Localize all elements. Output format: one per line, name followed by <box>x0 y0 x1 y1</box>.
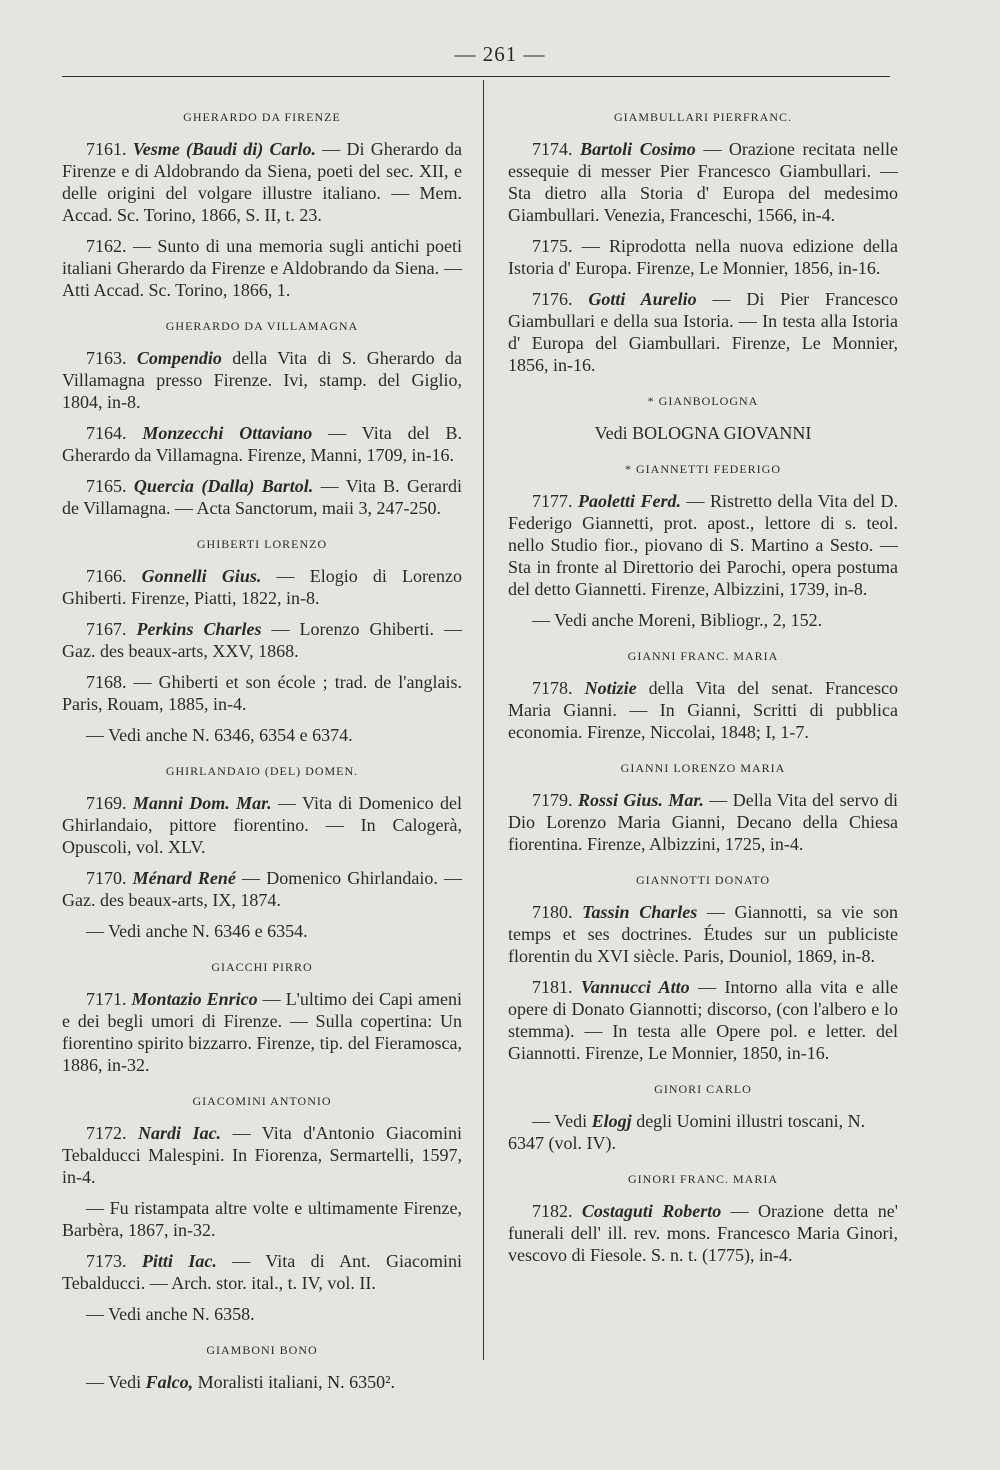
entry-number: 7167. <box>86 619 137 639</box>
see-also-reference: — Vedi anche N. 6346 e 6354. <box>86 921 308 941</box>
entry-author: Nardi Iac. <box>138 1123 222 1143</box>
bibliography-entry <box>62 1250 462 1294</box>
entry-author: Gotti Aurelio <box>588 289 697 309</box>
bibliography-entry <box>508 1200 898 1266</box>
section-heading: GIAMBONI BONO <box>206 1343 318 1357</box>
entry-text: — Vita d'Antonio Giacomini Tebalducci Malespini. In Fiorenza, Sermartelli, 1597, in-4. <box>62 1123 462 1187</box>
section-heading: * GIANBOLOGNA <box>647 394 759 408</box>
entry-text: — Vita B. Gerardi de Villamagna. — Acta Sanctorum, maii 3, 247-250. <box>62 476 463 518</box>
see-also-reference <box>508 1110 898 1154</box>
entry-author: Monzecchi Ottaviano <box>142 423 313 443</box>
bibliography-entry <box>508 901 898 967</box>
see-suffix: degli Uomini illustri toscani, N. 6347 (vol. IV). <box>508 1111 866 1153</box>
section-heading: GINORI CARLO <box>654 1082 752 1096</box>
left-column <box>62 96 462 1407</box>
entry-text: — Intorno alla vita e alle opere di Donato Giannotti; discorso, (con l'albero e lo stemma). — In testa alle Opere pol. e letter. del Giannotti. Firenze, Le Monnier, 1850, in-16. <box>508 977 898 1063</box>
entry-number: 7179. <box>532 790 578 810</box>
entry-author: Vannucci Atto <box>580 977 690 997</box>
section-heading: GIANNOTTI DONATO <box>635 873 771 887</box>
entry-number: 7177. <box>532 491 578 511</box>
see-author: Falco, <box>145 1372 194 1392</box>
entry-number: 7170. <box>86 868 133 888</box>
entry-text: — Lorenzo Ghiberti. — Gaz. des beaux-arts, XXV, 1868. <box>62 619 463 661</box>
section-heading: GIACCHI PIRRO <box>211 960 313 974</box>
entry-text: — Della Vita del servo di Dio Lorenzo Maria Gianni, Decano della Chiesa fiorentina. Firenze, Albizzini, 1725, in-4. <box>508 790 898 854</box>
section-heading: GHERARDO DA FIRENZE <box>183 110 341 124</box>
entry-author: Ménard René <box>132 868 236 888</box>
right-column <box>508 96 898 1275</box>
section-heading: * GIANNETTI FEDERIGO <box>625 462 781 476</box>
entry-author: Rossi Gius. Mar. <box>577 790 704 810</box>
entry-text: — Vita del B. Gherardo da Villamagna. Firenze, Manni, 1709, in-16. <box>62 423 462 465</box>
section-heading: GHIRLANDAIO (DEL) DOMEN. <box>165 764 359 778</box>
entry-author: Pitti Iac. <box>141 1251 217 1271</box>
entry-text: — Orazione detta ne' funerali dell' ill. rev. mons. Francesco Maria Ginori, vescovo di Fiesole. S. n. t. (1775), in-4. <box>508 1201 898 1265</box>
see-prefix: — Vedi <box>532 1111 592 1131</box>
bibliography-entry <box>62 988 462 1076</box>
entry-author: Montazio Enrico <box>131 989 258 1009</box>
entry-number: 7171. <box>86 989 132 1009</box>
entry-text: — Domenico Ghirlandaio. — Gaz. des beaux-arts, IX, 1874. <box>62 868 462 910</box>
section-heading: GHIBERTI LORENZO <box>196 537 328 551</box>
entry-text: — Giannotti, sa vie son temps et ses doctrines. Études sur un publiciste florentin du XVI siècle. Paris, Douniol, 1869, in-8. <box>508 902 899 966</box>
entry-text: — Elogio di Lorenzo Ghiberti. Firenze, Piatti, 1822, in-8. <box>62 566 463 608</box>
entry-number: 7163. <box>86 348 137 368</box>
bibliography-entry <box>508 235 898 279</box>
bibliography-entry <box>62 422 462 466</box>
entry-number: 7162. <box>86 236 133 256</box>
entry-number: 7169. <box>86 793 133 813</box>
entry-number: 7168. <box>86 672 134 692</box>
entry-text: — Ghiberti et son école ; trad. de l'anglais. Paris, Rouam, 1885, in-4. <box>62 672 463 714</box>
see-suffix: Moralisti italiani, N. 6350². <box>193 1372 396 1392</box>
see-prefix: — Vedi <box>86 1372 146 1392</box>
see-also-reference: — Vedi anche N. 6358. <box>86 1304 255 1324</box>
bibliography-entry <box>62 671 462 715</box>
entry-text: — Vita di Ant. Giacomini Tebalducci. — Arch. stor. ital., t. IV, vol. II. <box>62 1251 463 1293</box>
entry-number: 7176. <box>532 289 589 309</box>
entry-author: Quercia (Dalla) Bartol. <box>133 476 314 496</box>
column-divider <box>483 80 484 1360</box>
page-number: — 261 — <box>454 42 546 66</box>
section-heading: GIANNI FRANC. MARIA <box>627 649 779 663</box>
entry-text: — Orazione recitata nelle essequie di messer Pier Francesco Giambullari. — Sta dietro alla Storia d' Europa del medesimo Giambullari. Venezia, Franceschi, 1566, in-4. <box>508 139 898 225</box>
bibliography-entry <box>508 976 898 1064</box>
top-rule <box>62 76 890 77</box>
see-also-reference: — Vedi anche N. 6346, 6354 e 6374. <box>86 725 353 745</box>
entry-author: Bartoli Cosimo <box>580 139 696 159</box>
entry-number: 7178. <box>532 678 585 698</box>
bibliography-entry <box>62 618 462 662</box>
entry-number: 7180. <box>532 902 583 922</box>
bibliography-entry <box>508 789 898 855</box>
entry-author: Costaguti Roberto <box>581 1201 722 1221</box>
entry-author: Paoletti Ferd. <box>578 491 681 511</box>
see-also-reference: — Vedi anche Moreni, Bibliogr., 2, 152. <box>532 610 823 630</box>
entry-author: Compendio <box>136 348 222 368</box>
bibliography-entry <box>508 490 898 600</box>
entry-number: 7175. <box>532 236 582 256</box>
bibliography-entry <box>62 565 462 609</box>
see-reference: Vedi BOLOGNA GIOVANNI <box>594 423 812 443</box>
section-heading: GHERARDO DA VILLAMAGNA <box>165 319 359 333</box>
entry-text: della Vita di S. Gherardo da Villamagna presso Firenze. Ivi, stamp. del Giglio, 1804, in-8. <box>62 348 463 412</box>
entry-number: 7166. <box>86 566 142 586</box>
bibliography-entry <box>62 1122 462 1188</box>
entry-number: 7161. <box>86 139 133 159</box>
entry-number: 7164. <box>86 423 143 443</box>
entry-text: — Ristretto della Vita del D. Federigo Giannetti, prot. apost., lettore di s. teol. nello Studio fior., piovano di S. Martino a Sesto. — Sta in fronte al Direttorio dei Parochi, opera postuma del detto Giannetti. Firenze, Albizzini, 1739, in-8. <box>508 491 898 599</box>
entry-text: — Di Gherardo da Firenze e di Aldobrando da Siena, poeti del sec. XII, e delle origini del volgare illustre italiano. — Mem. Accad. Sc. Torino, 1866, S. II, t. 23. <box>62 139 463 225</box>
section-heading: GIAMBULLARI PIERFRANC. <box>613 110 792 124</box>
entry-number: 7174. <box>532 139 581 159</box>
entry-text: — Di Pier Francesco Giambullari e della sua Istoria. — In testa alla Istoria d' Europa del Giambullari. Firenze, Le Monnier, 1856, in-16. <box>508 289 899 375</box>
entry-author: Gonnelli Gius. <box>141 566 262 586</box>
bibliography-entry <box>62 138 462 226</box>
section-heading: GIACOMINI ANTONIO <box>192 1094 332 1108</box>
bibliography-entry <box>508 138 898 226</box>
section-heading: GIANNI LORENZO MARIA <box>620 761 786 775</box>
entry-text: — Vita di Domenico del Ghirlandaio, pittore fiorentino. — In Calogerà, Opuscoli, vol. XLV. <box>62 793 463 857</box>
entry-author: Tassin Charles <box>582 902 698 922</box>
entry-number: 7165. <box>86 476 134 496</box>
bibliography-note: — Fu ristampata altre volte e ultimamente Firenze, Barbèra, 1867, in-32. <box>62 1198 462 1240</box>
entry-author: Perkins Charles <box>136 619 262 639</box>
entry-number: 7181. <box>532 977 581 997</box>
bibliography-entry <box>62 235 462 301</box>
see-also-reference <box>62 1371 462 1393</box>
bibliography-entry <box>62 867 462 911</box>
entry-author: Manni Dom. Mar. <box>132 793 272 813</box>
bibliography-entry <box>508 288 898 376</box>
entry-text: — Sunto di una memoria sugli antichi poeti italiani Gherardo da Firenze e Aldobrando da Siena. — Atti Accad. Sc. Torino, 1866, 1. <box>62 236 462 300</box>
bibliography-entry <box>62 475 462 519</box>
section-heading: GINORI FRANC. MARIA <box>627 1172 778 1186</box>
entry-number: 7173. <box>86 1251 142 1271</box>
entry-author: Notizie <box>584 678 637 698</box>
bibliography-entry <box>508 677 898 743</box>
see-author: Elogj <box>591 1111 632 1131</box>
entry-number: 7172. <box>86 1123 139 1143</box>
entry-text: della Vita del senat. Francesco Maria Gianni. — In Gianni, Scritti di pubblica economia. Firenze, Niccolai, 1848; I, 1-7. <box>508 678 899 742</box>
bibliography-entry <box>62 792 462 858</box>
bibliography-entry <box>62 347 462 413</box>
entry-text: — Riprodotta nella nuova edizione della Istoria d' Europa. Firenze, Le Monnier, 1856, in-16. <box>508 236 898 278</box>
entry-number: 7182. <box>532 1201 582 1221</box>
entry-text: — L'ultimo dei Capi ameni e dei begli umori di Firenze. — Sulla copertina: Un fiorentino spirito bizzarro. Firenze, tip. del Fieramosca, 1886, in-32. <box>62 989 463 1075</box>
entry-author: Vesme (Baudi di) Carlo. <box>132 139 317 159</box>
